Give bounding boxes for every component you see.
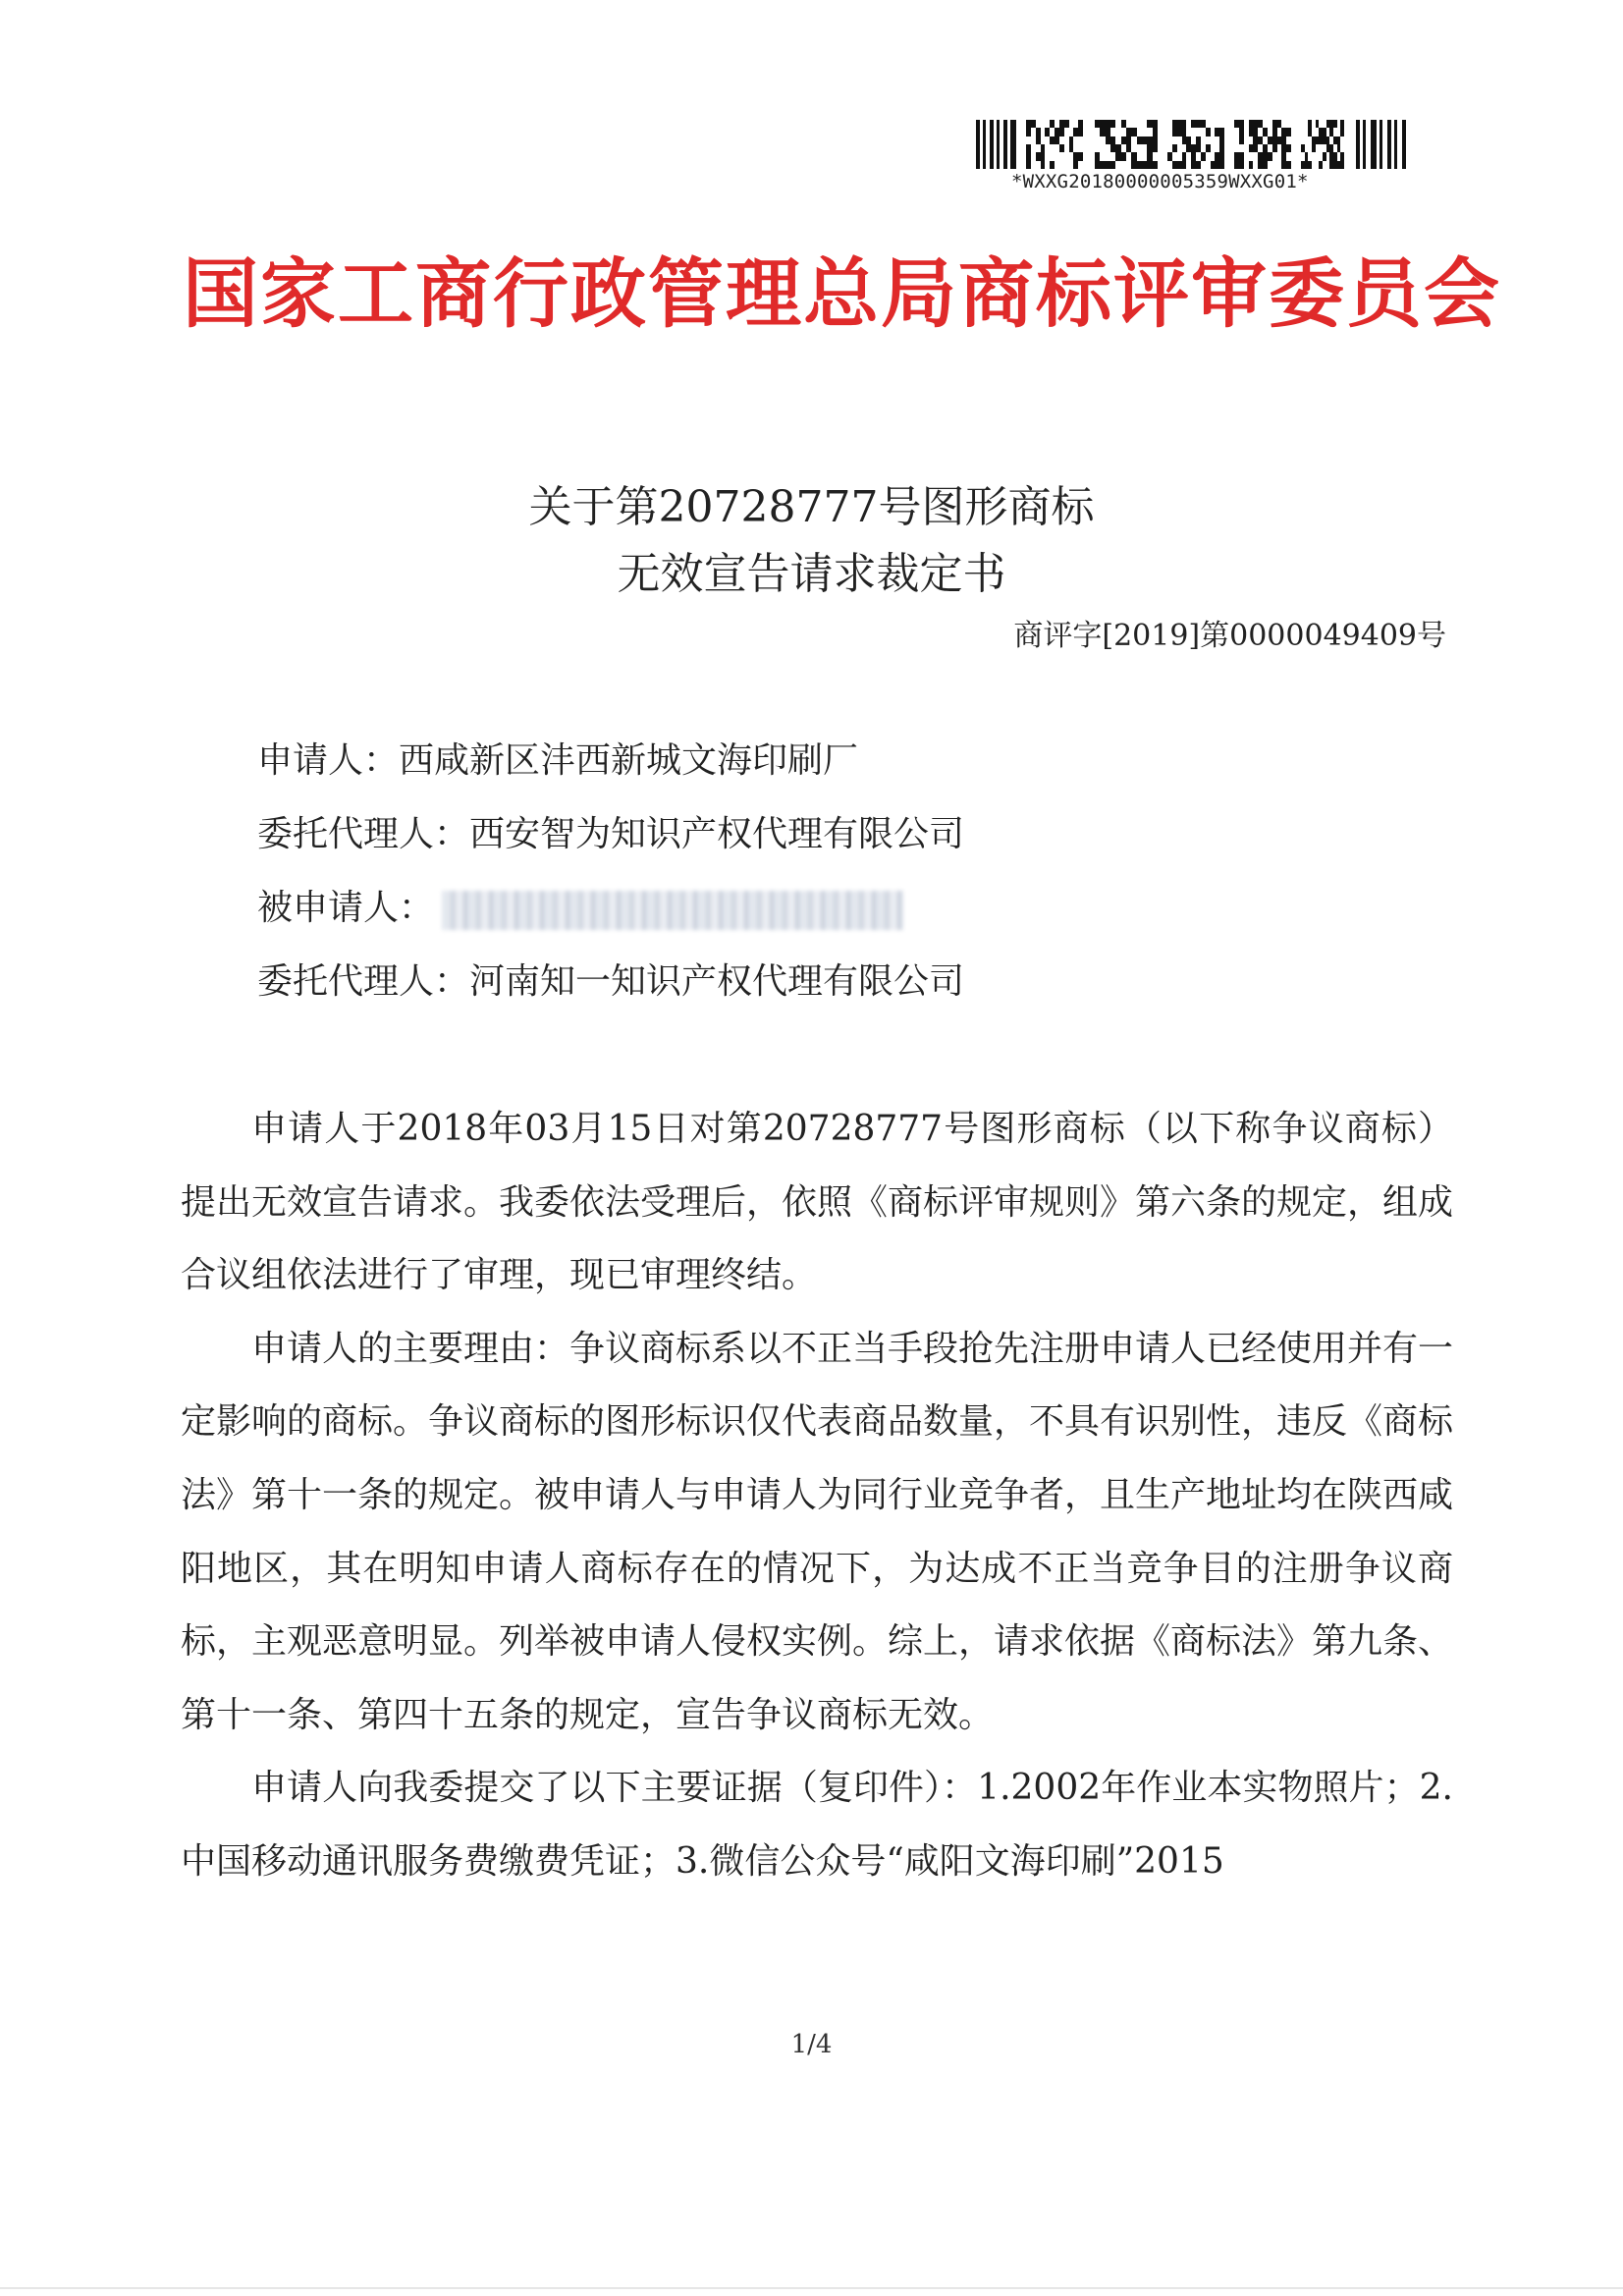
organization-heading: 国家工商行政管理总局商标评审委员会 [183,251,1501,339]
party-value: 西安智为知识产权代理有限公司 [469,814,965,854]
party-applicant-agent [257,806,964,856]
body-paragraph: 申请人于2018年03月15日对第20728777号图形商标（以下称争议商标）提出无效宣告请求。我委依法受理后，依照《商标评审规则》第六条的规定，组成合议组依法进行了审理，现已审理终结。 [181,1109,1454,1296]
party-respondent [257,880,903,930]
body-paragraph: 申请人向我委提交了以下主要证据（复印件）：1.2002年作业本实物照片；2.中国移动通讯服务费缴费凭证；3.微信公众号“咸阳文海印刷”2015 [181,1768,1453,1882]
document-number: 商评字[2019]第0000049409号 [1013,619,1446,653]
redacted-block [442,891,903,930]
barcode-text: *WXXG20180000005359WXXG01* [1011,171,1309,192]
party-label: 委托代理人： [257,961,470,1002]
barcode-matrix [1167,120,1224,169]
party-value: 河南知一知识产权代理有限公司 [469,961,965,1002]
barcode-matrix [1301,120,1344,169]
document-title-line1: 关于第20728777号图形商标 [528,482,1095,532]
barcode-matrix [1234,120,1291,169]
party-value: 西咸新区沣西新城文海印刷厂 [399,740,859,781]
party-respondent-agent [257,954,964,1004]
party-label: 申请人： [257,740,400,781]
document-title-line2: 无效宣告请求裁定书 [617,549,1006,599]
scan-edge-divider [0,2287,1623,2289]
party-label: 被申请人： [257,888,435,928]
party-label: 委托代理人： [257,814,470,854]
body-paragraph: 申请人的主要理由：争议商标系以不正当手段抢先注册申请人已经使用并有一定影响的商标。争议商标的图形标识仅代表商品数量，不具有识别性，违反《商标法》第十一条的规定。被申请人与申请人为同行业竞争者，且生产地址均在陕西咸阳地区，其在明知申请人商标存在的情况下，为达成不正当竞争目的注册争议商标，主观恶意明显。列举被申请人侵权实例。综上，请求依据《商标法》第九条、第十一条、第四十五条的规定，宣告争议商标无效。 [181,1328,1454,1735]
barcode-matrix [1026,120,1083,169]
barcode-matrix [1095,120,1158,169]
document-body [181,1093,1453,1899]
party-applicant [257,733,858,783]
barcode-graphic [976,120,1434,169]
barcode-block [972,120,1434,192]
page-number: 1/4 [790,2030,833,2059]
